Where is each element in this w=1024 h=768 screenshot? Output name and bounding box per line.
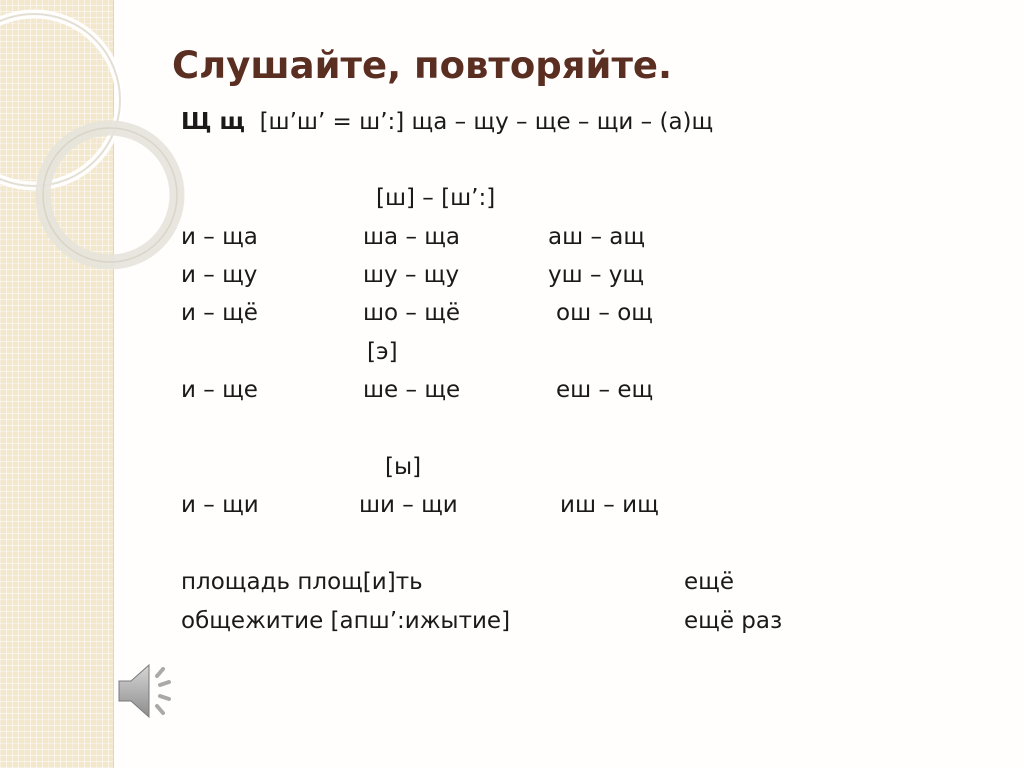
speaker-icon[interactable] bbox=[113, 655, 185, 727]
marker-y: [ы] bbox=[385, 454, 422, 480]
row-1-col-3: аш – ащ bbox=[548, 224, 646, 250]
word-2-right: ещё раз bbox=[684, 608, 783, 634]
marker-e: [э] bbox=[367, 339, 398, 365]
row-1-col-2: ша – ща bbox=[363, 224, 461, 250]
marker-sh: [ш] – [ш’:] bbox=[376, 185, 496, 211]
row-5-col-1: и – щи bbox=[181, 492, 259, 518]
row-4-col-1: и – ще bbox=[181, 377, 258, 403]
row-3-col-2: шо – щё bbox=[363, 300, 461, 326]
row-2-col-3: уш – ущ bbox=[548, 262, 645, 288]
header-transcription: [ш’ш’ = ш’:] ща – щу – ще – щи – (а)щ bbox=[259, 109, 714, 135]
slide-title: Слушайте, повторяйте. bbox=[172, 44, 673, 87]
row-5-col-3: иш – ищ bbox=[560, 492, 659, 518]
word-1-left: площадь площ[и]ть bbox=[181, 569, 423, 595]
decorative-side-strip bbox=[0, 0, 114, 768]
row-2-col-1: и – щу bbox=[181, 262, 258, 288]
row-4-col-2: ше – ще bbox=[363, 377, 461, 403]
row-3-col-3: ош – ощ bbox=[556, 300, 653, 326]
header-letters: Щ щ bbox=[181, 109, 245, 135]
row-4-col-3: еш – ещ bbox=[556, 377, 654, 403]
row-5-col-2: ши – щи bbox=[359, 492, 458, 518]
row-3-col-1: и – щё bbox=[181, 300, 258, 326]
row-1-col-1: и – ща bbox=[181, 224, 258, 250]
word-2-left: общежитие [апш’:ижытие] bbox=[181, 608, 511, 634]
row-2-col-2: шу – щу bbox=[363, 262, 460, 288]
word-1-right: ещё bbox=[684, 569, 734, 595]
header-line bbox=[181, 111, 713, 134]
